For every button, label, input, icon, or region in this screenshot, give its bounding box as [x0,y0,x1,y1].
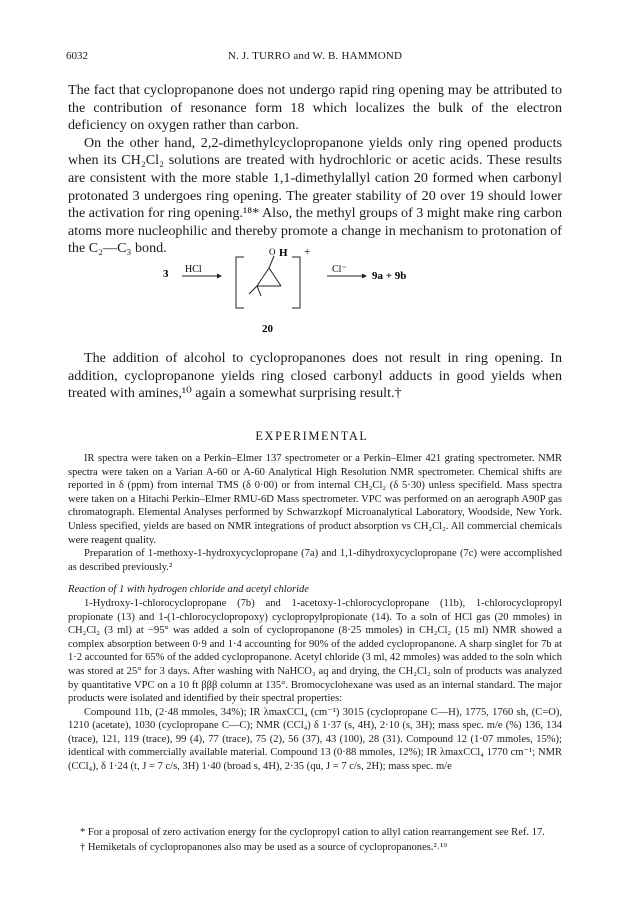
scheme-charge: + [304,246,311,258]
scheme-products: 9a + 9b [372,270,407,282]
scheme-reagent-1: HCl [185,264,202,275]
footnote-asterisk: * For a proposal of zero activation energy for the cyclopropyl cation to allyl cation rearrangement see Ref. 17. [80,827,545,838]
experimental-text [68,452,562,774]
paragraph-instruments: IR spectra were taken on a Perkin–Elmer 137 spectrometer or a Perkin–Elmer 421 grating spectrometer. NMR spectra were taken on a Varian A-60 or A-60 Analytical High Resolution NMR spectrometer. Chemical shifts are reported in δ (ppm) from internal TMS (δ 0·00) or from internal CH₂Cl₂ (δ 5·30) unless specifield. Mass spectra were taken on a Hitachi Perkin–Elmer RMU-6D Mass spectrometer. VPC was performed on an aerograph A90P gas chromatograph. Elemental Analyses performed by Schwarzkopf Microanalytical Laboratory, Woodside, New York. Unless specified, yields are based on NMR integrations of product absorption vs CH₂Cl₂. All commercial chemicals were reagent quality. [68,453,562,546]
scheme-compound-label: 20 [262,323,273,335]
bracket-left [236,257,244,308]
page-header [66,50,564,66]
paragraph-compound-data: Compound 11b, (2·48 mmoles, 34%); IR λmaxCCl₄ (cm⁻¹) 3015 (cyclopropane C—H), 1775, 1760 sh, (C=O), 1210 (acetate), 1030 (cyclopropane C—C); NMR (CCl₄) δ 1·37 (s, 4H), 2·10 (s, 3H); mass spec. m/e (%) 136, 134 (trace), 121, 119 (trace), 99 (4), 77 (trace), 75 (2), 56 (37), 43 (100), 28 (31). Compound 12 (1·07 mmoles, 15%); identical with commercially available material. Compound 13 (0·88 mmoles, 12%); IR λmaxCCl₄ 1770 cm⁻¹; NMR (CCl₄), δ 1·24 (t, J = 7 c/s, 3H) 1·40 (broad s, 4H), 2·35 (qu, J = 7 c/s, 2H); mass spec. m/e [68,706,562,773]
footnotes [68,826,562,857]
subsection-heading: Reaction of 1 with hydrogen chloride and acetyl chloride [68,584,309,596]
scheme-proton: H [279,247,288,259]
scheme-arrowhead-2 [362,274,367,279]
scheme-arrowhead-1 [217,274,222,279]
page-number: 6032 [66,50,88,62]
paragraph-resonance: The fact that cyclopropanone does not undergo rapid ring opening may be attributed to the contribution of resonance form 18 which localizes the bulk of the electron deficiency on oxygen rather than carbon. [68,82,562,134]
paragraph-reaction-procedure: 1-Hydroxy-1-chlorocyclopropane (7b) and 1-acetoxy-1-chlorocyclopropane (11b), 1-chlorocyclopropyl propionate (13) and 1-(1-chlorocyclopropoxy) cyclopropylpropionate (14). To a soln of HCl gas (20 mmoles) in CH₂Cl₂ (3 ml) at −95° was added a soln of cyclopropanone (8·25 mmoles) in CH₂Cl₂ (15 ml) NMR showed a complex absorption between 0·9 and 1·4 accounting for 90% of the added cyclopropanone. A sharp singlet for 7b at 1·2 accounted for 65% of the added cyclopropanone. Acetyl chloride (3 ml, 42 mmoles) was added to the soln which was stored at 25° for 3 days. After washing with NaHCO₃ aq and drying, the CH₂Cl₂ soln of products was analyzed by quantitative VPC on a 10 ft βββ column at 135°. Bromocyclohexane was used as an internal standard. The major products were isolated and identified by their spectral properties: [68,597,562,705]
bracket-right [292,257,300,308]
oxygen-atom-label: O [269,247,276,257]
section-heading-experimental: EXPERIMENTAL [255,429,369,443]
paragraph-alcohol-addition: The addition of alcohol to cyclopropanones does not result in ring opening. In addition, cyclopropanone yields ring closed carbonyl adducts in good yields when treated with amines,¹⁰ again a somewhat surprising result.† [68,350,562,402]
paragraph-preparation: Preparation of 1-methoxy-1-hydroxycyclopropane (7a) and 1,1-dihydroxycyclopropane (7c) were accomplished as described previously.² [68,548,562,573]
footnote-dagger: † Hemiketals of cyclopropanones also may be used as a source of cyclopropanones.²˒¹⁹ [80,842,448,854]
running-head: N. J. TURRO and W. B. HAMMOND [227,50,403,62]
scheme-reagent-2: Cl⁻ [332,264,347,275]
protonated-cyclopropanone-structure [249,247,288,296]
reaction-scheme [160,246,480,338]
alcohol-paragraph-block [68,350,562,403]
intro-text [68,82,562,258]
paragraph-dimethylcyclopropanone: On the other hand, 2,2-dimethylcyclopropanone yields only ring opened products when its CH₂Cl₂ solutions are treated with hydrochloric or acetic acids. These results are consistent with the more stable 1,1-dimethylallyl cation 20 formed when carbonyl protonated 3 undergoes ring opening. The greater stability of 20 over 19 should lower the activation for ring opening.¹⁸* Also, the methyl groups of 3 might make ring carbon atoms more nucleophilic and thereby promote a change in mechanism to protonation of the C₂—C₃ bond. [68,134,562,257]
scheme-reactant: 3 [163,268,169,280]
